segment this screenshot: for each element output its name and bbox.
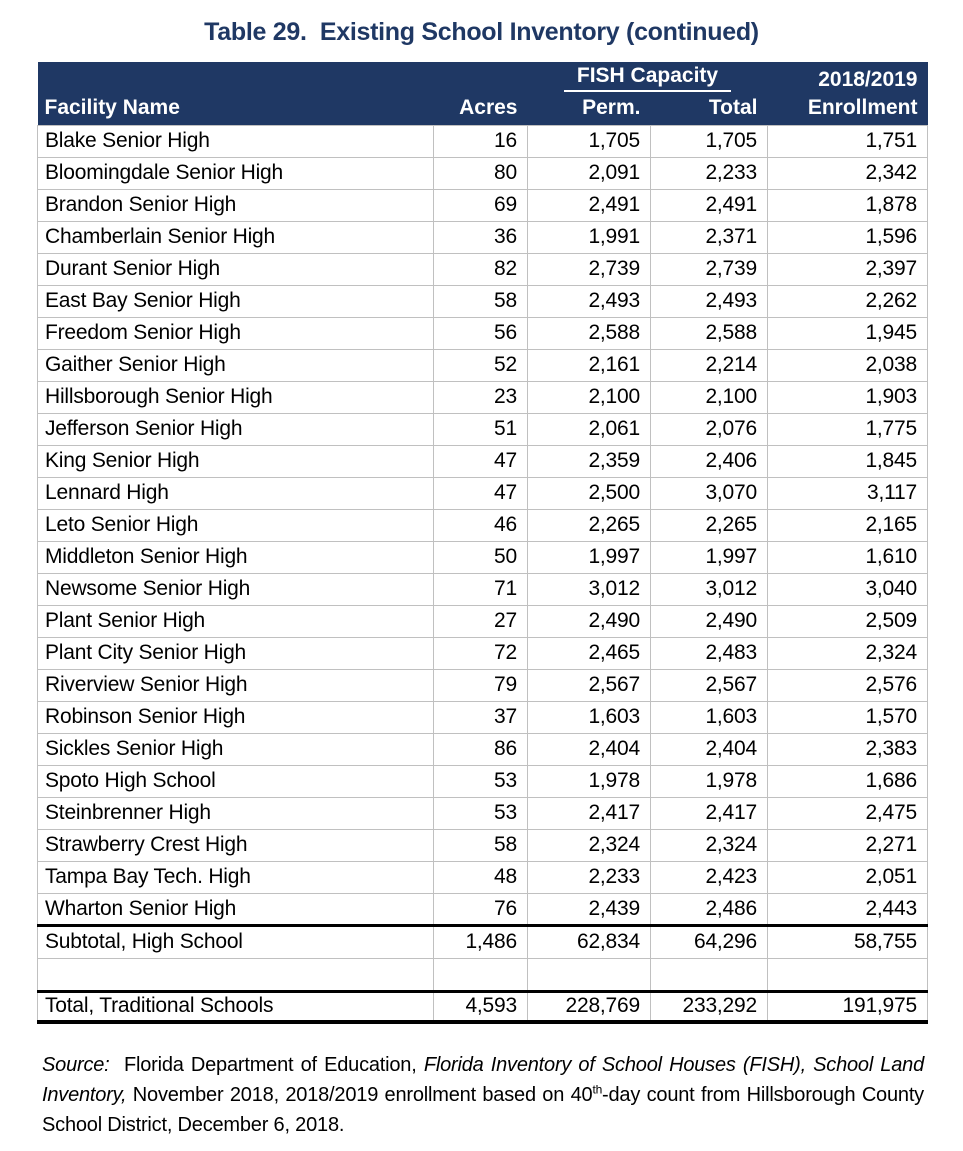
value-cell: 2,397 — [768, 253, 928, 285]
value-cell: 3,117 — [768, 477, 928, 509]
table-row — [38, 285, 928, 317]
table-row — [38, 381, 928, 413]
value-cell: 1,997 — [651, 541, 768, 573]
table-row — [38, 157, 928, 189]
value-cell: 27 — [434, 605, 528, 637]
fish-capacity-label: FISH Capacity — [564, 64, 731, 92]
facility-name-cell: Freedom Senior High — [38, 317, 434, 349]
facility-name-cell: Sickles Senior High — [38, 733, 434, 765]
facility-name-cell: Brandon Senior High — [38, 189, 434, 221]
value-cell — [528, 958, 651, 991]
value-cell: 1,686 — [768, 765, 928, 797]
facility-name-cell: Jefferson Senior High — [38, 413, 434, 445]
value-cell: 1,978 — [651, 765, 768, 797]
table-row — [38, 701, 928, 733]
table-row — [38, 893, 928, 925]
value-cell: 1,991 — [528, 221, 651, 253]
value-cell: 3,012 — [528, 573, 651, 605]
value-cell: 1,845 — [768, 445, 928, 477]
value-cell: 79 — [434, 669, 528, 701]
source-italic-citation: Florida Inventory of School Houses (FISH), School Land Inventory, — [42, 1054, 924, 1106]
value-cell: 2,233 — [528, 861, 651, 893]
value-cell: 1,945 — [768, 317, 928, 349]
facility-name-cell: Strawberry Crest High — [38, 829, 434, 861]
value-cell: 2,567 — [528, 669, 651, 701]
value-cell: 4,593 — [434, 991, 528, 1022]
table-header — [38, 62, 928, 125]
header-spacer-acres — [434, 62, 528, 94]
value-cell: 2,576 — [768, 669, 928, 701]
value-cell: 2,588 — [528, 317, 651, 349]
value-cell: 2,567 — [651, 669, 768, 701]
value-cell: 1,903 — [768, 381, 928, 413]
value-cell: 23 — [434, 381, 528, 413]
value-cell: 2,214 — [651, 349, 768, 381]
value-cell: 2,423 — [651, 861, 768, 893]
subtotal-row — [38, 925, 928, 958]
value-cell: 1,570 — [768, 701, 928, 733]
value-cell: 2,265 — [528, 509, 651, 541]
facility-name-cell: Wharton Senior High — [38, 893, 434, 925]
fish-capacity-group-header — [528, 62, 768, 94]
year-header: 2018/2019 — [768, 62, 928, 94]
value-cell: 2,324 — [651, 829, 768, 861]
value-cell: 37 — [434, 701, 528, 733]
facility-name-cell: Bloomingdale Senior High — [38, 157, 434, 189]
value-cell: 2,500 — [528, 477, 651, 509]
header-spacer-name — [38, 62, 434, 94]
table-body — [38, 125, 928, 1022]
table-title: Table 29. Existing School Inventory (continued) — [204, 18, 759, 46]
value-cell: 2,483 — [651, 637, 768, 669]
value-cell: 2,383 — [768, 733, 928, 765]
value-cell: 2,262 — [768, 285, 928, 317]
value-cell: 1,603 — [651, 701, 768, 733]
value-cell: 2,486 — [651, 893, 768, 925]
value-cell: 58 — [434, 829, 528, 861]
table-row — [38, 445, 928, 477]
value-cell: 3,070 — [651, 477, 768, 509]
value-cell: 86 — [434, 733, 528, 765]
source-superscript: th — [592, 1082, 603, 1097]
value-cell: 80 — [434, 157, 528, 189]
value-cell: 58,755 — [768, 925, 928, 958]
table-row — [38, 413, 928, 445]
school-inventory-table — [37, 62, 928, 1024]
total-row — [38, 991, 928, 1022]
value-cell: 2,324 — [528, 829, 651, 861]
facility-name-cell: Durant Senior High — [38, 253, 434, 285]
table-row — [38, 221, 928, 253]
table-row — [38, 637, 928, 669]
value-cell — [434, 958, 528, 991]
facility-name-cell: Robinson Senior High — [38, 701, 434, 733]
value-cell: 71 — [434, 573, 528, 605]
value-cell — [651, 958, 768, 991]
source-text-2: November 2018, 2018/2019 enrollment based on 40 — [126, 1084, 593, 1106]
value-cell: 2,406 — [651, 445, 768, 477]
enrollment-header: Enrollment — [768, 94, 928, 125]
value-cell: 2,271 — [768, 829, 928, 861]
value-cell: 76 — [434, 893, 528, 925]
source-text-3: -day count from Hillsborough County School District, December 6, 2018. — [42, 1084, 924, 1136]
header-row-group — [38, 62, 928, 94]
value-cell: 2,465 — [528, 637, 651, 669]
value-cell: 58 — [434, 285, 528, 317]
value-cell: 36 — [434, 221, 528, 253]
facility-name-cell: Leto Senior High — [38, 509, 434, 541]
value-cell: 1,705 — [651, 125, 768, 157]
facility-name-cell: East Bay Senior High — [38, 285, 434, 317]
value-cell: 2,443 — [768, 893, 928, 925]
value-cell: 2,100 — [651, 381, 768, 413]
value-cell: 2,100 — [528, 381, 651, 413]
table-row — [38, 189, 928, 221]
value-cell: 46 — [434, 509, 528, 541]
value-cell: 53 — [434, 765, 528, 797]
facility-name-cell: Lennard High — [38, 477, 434, 509]
facility-name-cell: Middleton Senior High — [38, 541, 434, 573]
value-cell: 51 — [434, 413, 528, 445]
table-row — [38, 861, 928, 893]
value-cell — [768, 958, 928, 991]
value-cell: 1,603 — [528, 701, 651, 733]
value-cell: 2,404 — [528, 733, 651, 765]
table-row — [38, 477, 928, 509]
facility-name-cell: Plant Senior High — [38, 605, 434, 637]
value-cell: 1,775 — [768, 413, 928, 445]
value-cell: 2,404 — [651, 733, 768, 765]
header-row-columns — [38, 94, 928, 125]
table-row — [38, 797, 928, 829]
value-cell: 2,161 — [528, 349, 651, 381]
facility-name-cell: Blake Senior High — [38, 125, 434, 157]
table-row — [38, 733, 928, 765]
table-row — [38, 541, 928, 573]
value-cell: 2,342 — [768, 157, 928, 189]
table-row — [38, 317, 928, 349]
table-row — [38, 605, 928, 637]
acres-header: Acres — [434, 94, 528, 125]
value-cell: 2,739 — [651, 253, 768, 285]
value-cell: 1,705 — [528, 125, 651, 157]
value-cell: 2,233 — [651, 157, 768, 189]
facility-name-cell: Total, Traditional Schools — [38, 991, 434, 1022]
value-cell: 16 — [434, 125, 528, 157]
value-cell: 2,265 — [651, 509, 768, 541]
value-cell: 47 — [434, 445, 528, 477]
facility-name-cell — [38, 958, 434, 991]
value-cell: 2,417 — [528, 797, 651, 829]
source-note — [42, 1050, 924, 1140]
value-cell: 69 — [434, 189, 528, 221]
value-cell: 1,997 — [528, 541, 651, 573]
value-cell: 2,324 — [768, 637, 928, 669]
value-cell: 1,978 — [528, 765, 651, 797]
facility-name-cell: Plant City Senior High — [38, 637, 434, 669]
value-cell: 1,486 — [434, 925, 528, 958]
value-cell: 233,292 — [651, 991, 768, 1022]
value-cell: 2,491 — [528, 189, 651, 221]
table-row — [38, 125, 928, 157]
table-row — [38, 509, 928, 541]
value-cell: 1,751 — [768, 125, 928, 157]
facility-name-cell: Gaither Senior High — [38, 349, 434, 381]
value-cell: 56 — [434, 317, 528, 349]
value-cell: 2,038 — [768, 349, 928, 381]
facility-name-header: Facility Name — [38, 94, 434, 125]
value-cell: 2,051 — [768, 861, 928, 893]
value-cell: 2,490 — [528, 605, 651, 637]
value-cell: 2,061 — [528, 413, 651, 445]
blank-row — [38, 958, 928, 991]
value-cell: 1,596 — [768, 221, 928, 253]
value-cell: 2,493 — [651, 285, 768, 317]
value-cell: 2,076 — [651, 413, 768, 445]
value-cell: 64,296 — [651, 925, 768, 958]
value-cell: 2,475 — [768, 797, 928, 829]
value-cell: 47 — [434, 477, 528, 509]
facility-name-cell: Riverview Senior High — [38, 669, 434, 701]
facility-name-cell: Chamberlain Senior High — [38, 221, 434, 253]
total-header: Total — [651, 94, 768, 125]
source-text-1: Florida Department of Education, — [109, 1054, 424, 1076]
value-cell: 1,878 — [768, 189, 928, 221]
table-row — [38, 253, 928, 285]
value-cell: 50 — [434, 541, 528, 573]
table-row — [38, 573, 928, 605]
value-cell: 62,834 — [528, 925, 651, 958]
table-row — [38, 349, 928, 381]
value-cell: 2,417 — [651, 797, 768, 829]
value-cell: 53 — [434, 797, 528, 829]
facility-name-cell: Subtotal, High School — [38, 925, 434, 958]
facility-name-cell: Spoto High School — [38, 765, 434, 797]
perm-header: Perm. — [528, 94, 651, 125]
value-cell: 2,371 — [651, 221, 768, 253]
value-cell: 48 — [434, 861, 528, 893]
value-cell: 191,975 — [768, 991, 928, 1022]
value-cell: 1,610 — [768, 541, 928, 573]
value-cell: 82 — [434, 253, 528, 285]
facility-name-cell: Hillsborough Senior High — [38, 381, 434, 413]
facility-name-cell: Steinbrenner High — [38, 797, 434, 829]
value-cell: 2,091 — [528, 157, 651, 189]
value-cell: 72 — [434, 637, 528, 669]
value-cell: 2,439 — [528, 893, 651, 925]
table-row — [38, 765, 928, 797]
facility-name-cell: Tampa Bay Tech. High — [38, 861, 434, 893]
value-cell: 2,359 — [528, 445, 651, 477]
value-cell: 2,493 — [528, 285, 651, 317]
table-row — [38, 829, 928, 861]
value-cell: 2,490 — [651, 605, 768, 637]
value-cell: 52 — [434, 349, 528, 381]
value-cell: 2,491 — [651, 189, 768, 221]
value-cell: 3,012 — [651, 573, 768, 605]
value-cell: 2,509 — [768, 605, 928, 637]
value-cell: 2,739 — [528, 253, 651, 285]
value-cell: 228,769 — [528, 991, 651, 1022]
value-cell: 2,165 — [768, 509, 928, 541]
value-cell: 3,040 — [768, 573, 928, 605]
source-label: Source: — [42, 1054, 110, 1076]
facility-name-cell: Newsome Senior High — [38, 573, 434, 605]
value-cell: 2,588 — [651, 317, 768, 349]
table-row — [38, 669, 928, 701]
facility-name-cell: King Senior High — [38, 445, 434, 477]
